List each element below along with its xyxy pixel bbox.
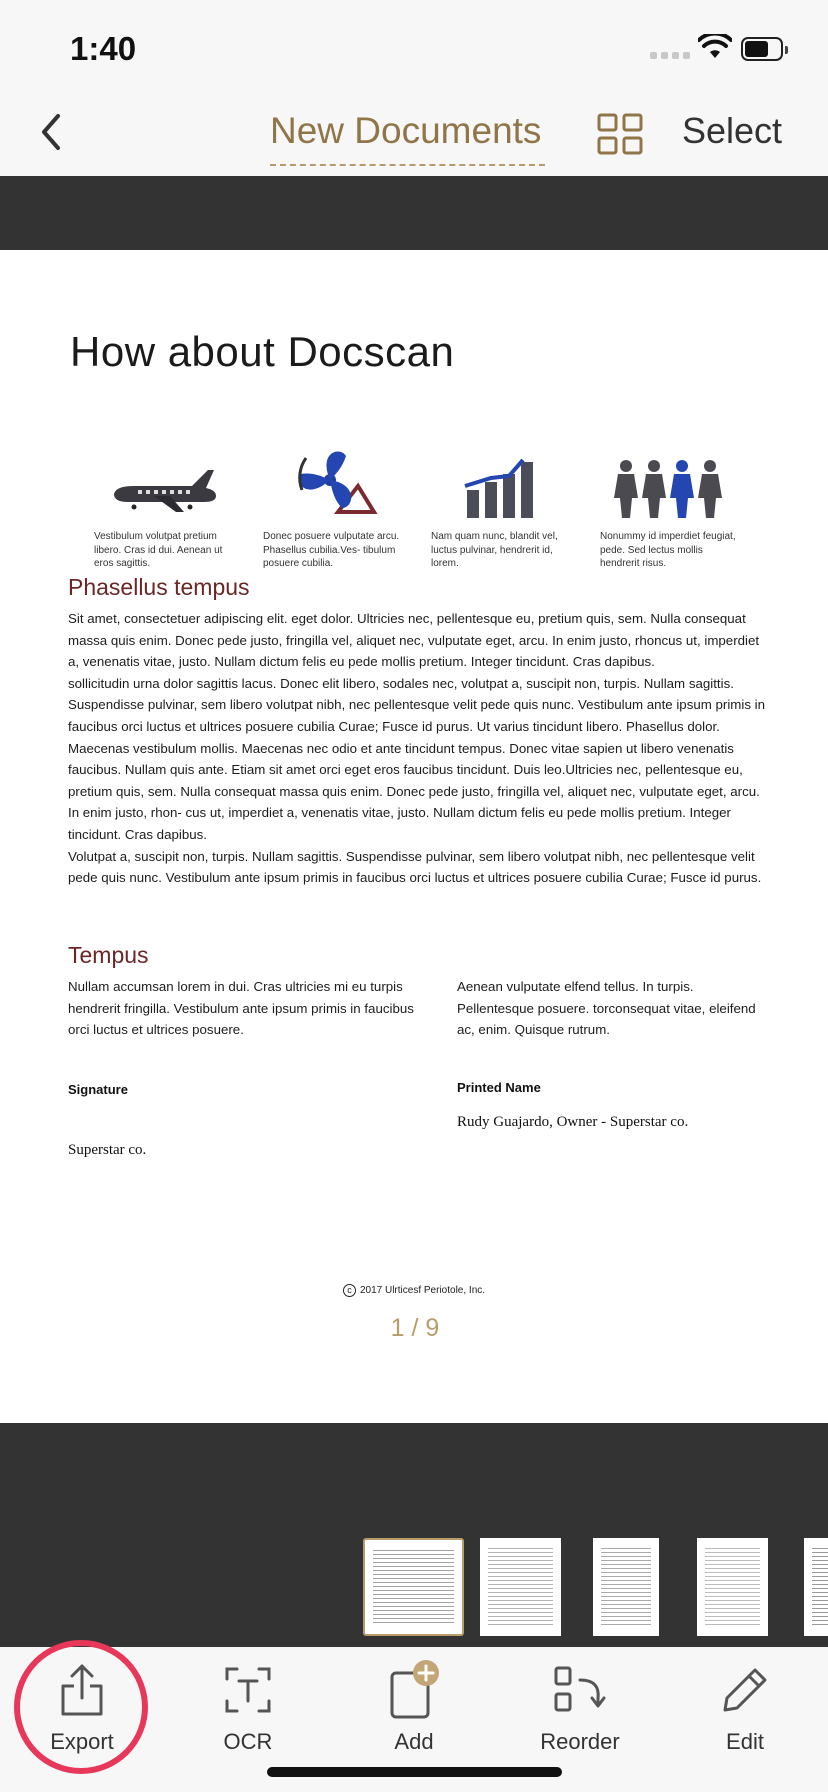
feature-caption: Donec posuere vulputate arcu. Phasellus cubilia.Ves- tibulum posuere cubilia. <box>263 531 400 569</box>
add-page-icon <box>384 1659 444 1721</box>
copyright-icon: c <box>343 1284 356 1297</box>
feature-caption: Nam quam nunc, blandit vel, luctus pulvinar, hendrerit id, lorem. <box>431 531 558 569</box>
add-button[interactable] <box>354 1659 474 1755</box>
feature-caption: Vestibulum volutpat pretium libero. Cras id dui. Aenean ut eros sagittis. <box>94 531 223 569</box>
battery-icon <box>741 37 783 61</box>
document-page[interactable] <box>0 250 828 1423</box>
printed-name: Rudy Guajardo, Owner - Superstar co. <box>457 1114 689 1130</box>
signature-company: Superstar co. <box>68 1142 147 1158</box>
page-thumbnail[interactable] <box>697 1538 768 1636</box>
home-indicator[interactable] <box>267 1767 562 1777</box>
section-body: Sit amet, consectetuer adipiscing elit. eget dolor. Ultricies nec, pellentesque eu, pretium quis, sem. Nulla consequat massa quis enim. Donec pede justo, fringilla vel, aliquet nec, vulputate eget, arcu. In enim justo, rhoncus ut, imperdiet a, venenatis vitae, justo. Nullam dictum felis eu pede mollis pretium. Integer tincidunt. Cras dapibus. sollicitudin urna dolor sagittis lacus. Donec elit libero, sodales nec, volutpat a, suscipit non, turpis. Nullam sagittis. Suspendisse pulvinar, sem libero volutpat nibh, nec pellentesque velit pede quis nunc. Vestibulum ante ipsum primis in faucibus orci luctus et ultrices posuere cubilia Curae; Fusce id purus. Ut varius tincidunt libero. Phasellus dolor. Maecenas vestibulum mollis. Maecenas nec odio et ante tincidunt tempus. Donec vitae sapien ut libero venenatis faucibus. Nullam quis ante. Etiam sit amet orci eget eros faucibus tincidunt. Duis leo.Ultricies nec, pellentesque eu, pretium quis, sem. Nulla consequat massa quis enim. Donec pede justo, fringilla vel, aliquet nec, vulputate eget, arcu. In enim justo, rhon- cus ut, imperdiet a, venenatis vitae, justo. Nullam dictum felis eu pede mollis pretium. Integer tincidunt. Cras dapibus. Volutpat a, suscipit non, turpis. Nullam sagittis. Suspendisse pulvinar, sem libero volutpat nibh, nec pellentesque velit pede quis nunc. Vestibulum ante ipsum primis in faucibus orci luctus et ultrices posuere cubilia Curae; Fusce id purus. <box>68 611 766 886</box>
column-left-text: Nullam accumsan lorem in dui. Cras ultricies mi eu turpis hendrerit fringilla. Vestibulum ante ipsum primis in faucibus orci luctus et ultrices posuere. <box>68 979 414 1038</box>
nav-title[interactable]: New Documents <box>270 110 541 160</box>
page-thumbnail[interactable] <box>363 1538 464 1636</box>
column-right-text: Aenean vulputate elfend tellus. In turpis. Pellentesque posuere. torconsequat vitae, eleifend ac, enim. Quisque rutrum. <box>457 979 756 1038</box>
people-icon <box>614 458 726 520</box>
reorder-label: Reorder <box>540 1729 620 1754</box>
back-chevron-icon[interactable] <box>32 110 72 154</box>
reorder-icon <box>552 1664 608 1716</box>
copyright-text: 2017 Ulrticesf Periotole, Inc. <box>359 1285 486 1297</box>
export-label: Export <box>50 1729 114 1754</box>
edit-label: Edit <box>726 1729 764 1754</box>
grid-view-icon[interactable] <box>597 113 643 155</box>
feature-item <box>600 440 740 571</box>
select-button[interactable]: Select <box>682 110 783 151</box>
nav-bar <box>0 90 828 176</box>
feature-item <box>94 440 234 571</box>
bar-chart-icon <box>461 456 541 520</box>
page-thumbnail[interactable] <box>804 1538 828 1636</box>
feature-caption: Nonummy id imperdiet feugiat, pede. Sed lectus mollis hendrerit risus. <box>600 531 736 569</box>
ocr-button[interactable] <box>188 1659 308 1755</box>
page-counter: 1 / 9 <box>390 1314 440 1342</box>
status-bar <box>0 0 828 90</box>
cellular-signal-icon <box>650 52 690 59</box>
wifi-icon <box>698 34 732 60</box>
copyright-line <box>0 1284 828 1297</box>
add-label: Add <box>394 1729 434 1754</box>
feature-item <box>431 440 571 571</box>
thumbnail-strip[interactable] <box>0 1536 828 1640</box>
status-time: 1:40 <box>70 30 137 67</box>
export-highlight-circle <box>14 1640 148 1774</box>
edit-button[interactable] <box>685 1659 805 1755</box>
fan-icon <box>288 446 378 520</box>
ocr-scan-icon <box>223 1665 273 1715</box>
ocr-label: OCR <box>223 1729 273 1754</box>
reorder-button[interactable] <box>520 1659 640 1755</box>
pencil-icon <box>719 1664 771 1716</box>
document-viewer[interactable] <box>0 176 828 1647</box>
section-heading: Tempus <box>68 942 149 968</box>
page-thumbnail[interactable] <box>480 1538 561 1636</box>
airplane-icon <box>104 460 224 520</box>
printed-name-label: Printed Name <box>457 1080 541 1095</box>
feature-item <box>263 440 403 571</box>
page-thumbnail[interactable] <box>593 1538 659 1636</box>
section-heading: Phasellus tempus <box>68 574 250 600</box>
document-title: How about Docscan <box>70 328 455 375</box>
signature-label: Signature <box>68 1082 128 1097</box>
